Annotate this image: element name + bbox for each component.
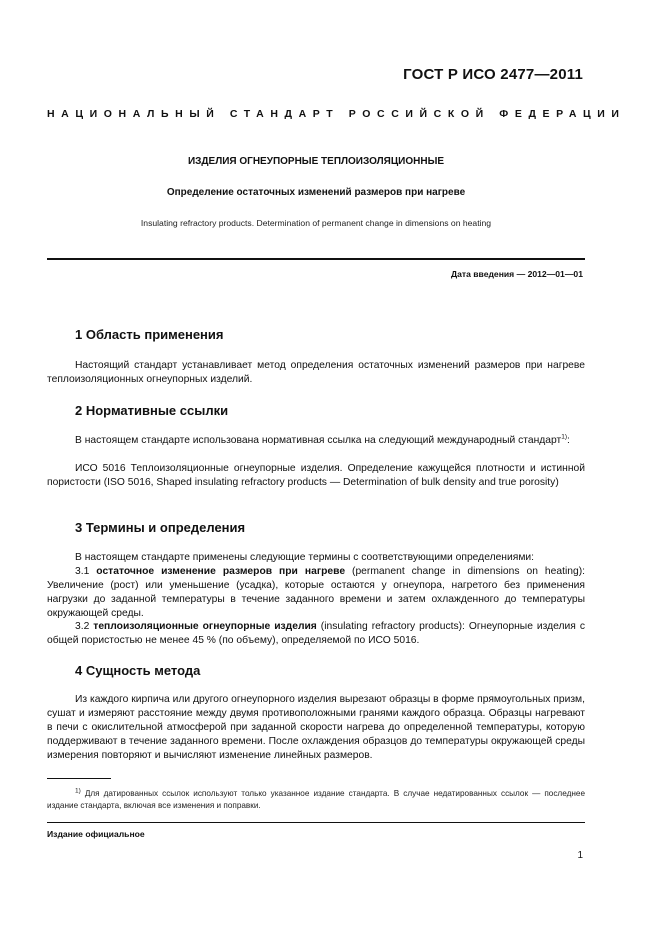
footer-divider (47, 822, 585, 823)
term-3-2 (47, 620, 585, 648)
section-2-paragraph-1-text: В настоящем стандарте использована нормативная ссылка на следующий международный стандарт (75, 435, 562, 446)
footnote (47, 788, 585, 812)
header-divider (47, 258, 585, 260)
standard-subtitle: Определение остаточных изменений размеров при нагреве (166, 187, 466, 198)
term-3-1-term: остаточное изменение размеров при нагреве (96, 566, 346, 577)
section-1-paragraph: Настоящий стандарт устанавливает метод определения остаточных изменений размеров при нагреве теплоизоляционных огнеупорных изделий. (47, 360, 585, 385)
document-code: ГОСТ Р ИСО 2477—2011 (403, 66, 583, 83)
section-2-paragraph-1-end: : (567, 435, 570, 446)
section-2-heading: 2 Нормативные ссылки (75, 403, 229, 418)
section-3-heading: 3 Термины и определения (75, 520, 246, 535)
term-3-2-number: 3.2 (75, 621, 94, 632)
standard-title: ИЗДЕЛИЯ ОГНЕУПОРНЫЕ ТЕПЛОИЗОЛЯЦИОННЫЕ (187, 156, 445, 167)
introduction-date: Дата введения — 2012—01—01 (450, 269, 583, 279)
standard-title-english: Insulating refractory products. Determination of permanent change in dimensions on heating (140, 218, 492, 228)
footnote-reference: 1) (561, 433, 567, 441)
section-1-heading: 1 Область применения (75, 327, 224, 342)
national-standard-banner: НАЦИОНАЛЬНЫЙ СТАНДАРТ РОССИЙСКОЙ ФЕДЕРАЦИИ (47, 108, 626, 120)
section-4-paragraph: Из каждого кирпича или другого огнеупорного изделия вырезают образцы в форме прямоугольных призм, сушат и измеряют расстояние между двумя противоположными гранями каждого образца. Образцы нагревают в печи с окислительной атмосферой при заданной скорости нагрева до определенной температуры, которую поддерживают в течение заданного времени. После охлаждения образцов до температуры окружающей среды измерения повторяют и вычисляют изменение линейных размеров. (47, 694, 585, 761)
term-3-2-definition: (insulating refractory products): Огнеупорные изделия с общей пористостью не менее 45 % (по объему), определяемой по ИСО 5016. (47, 621, 585, 646)
term-3-2-term: теплоизоляционные огнеупорные изделия (93, 621, 317, 632)
section-4-heading: 4 Сущность метода (75, 663, 201, 678)
edition-label: Издание официальное (47, 829, 145, 839)
term-3-1-number: 3.1 (75, 566, 97, 577)
footnote-text: Для датированных ссылок используют только указанное издание стандарта. В случае недатированных ссылок — последнее издание стандарта, включая все изменения и поправки. (47, 789, 585, 810)
section-2-paragraph-2: ИСО 5016 Теплоизоляционные огнеупорные изделия. Определение кажущейся плотности и истинной пористости (ISO 5016, Shaped insulating refractory products — Determination of bulk density and true porosity) (47, 463, 585, 488)
term-3-1-definition: (permanent change in dimensions on heating): Увеличение (рост) или уменьшение (усадка), которые остаются у огнеупора, нагретого без применения нагрузки до заданной температуры в течение заданного времени и затем охлажденного до температуры окружающей среды. (47, 566, 585, 619)
footnote-divider (47, 778, 111, 779)
page-number: 1 (577, 850, 583, 861)
section-3-paragraph-1: В настоящем стандарте применены следующие термины с соответствующими определениями: (75, 552, 535, 563)
term-3-1 (47, 565, 585, 621)
footnote-marker: 1) (75, 787, 81, 795)
section-2-paragraph-1 (47, 434, 585, 448)
